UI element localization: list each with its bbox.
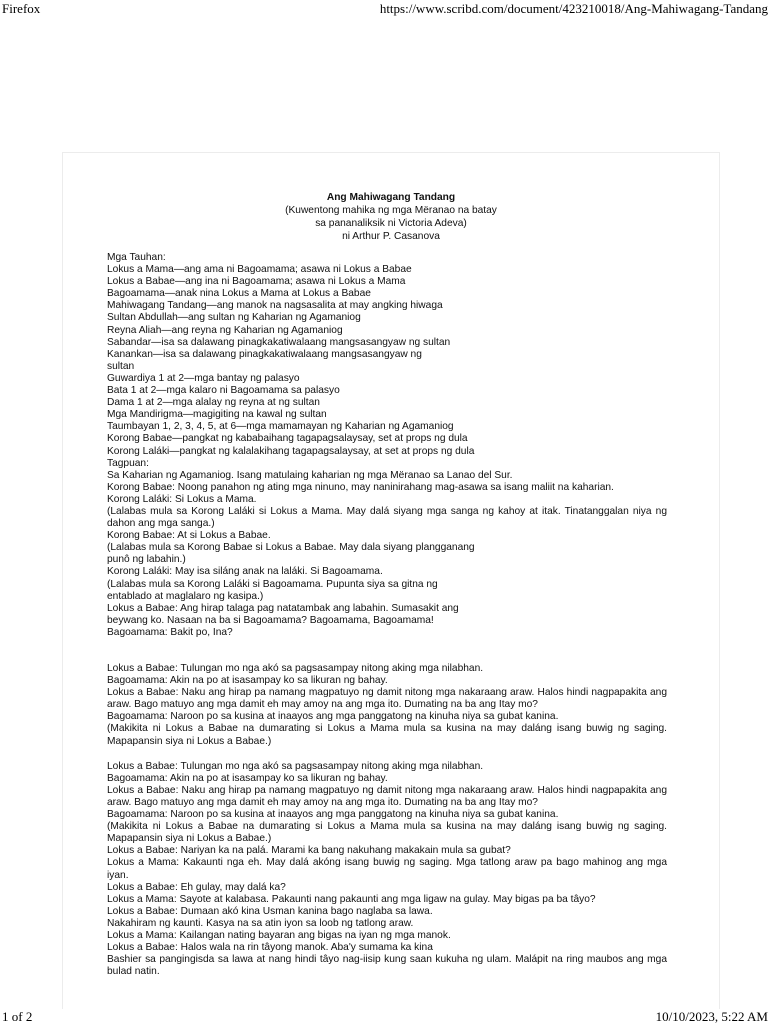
- text-line: Korong Babae—pangkat ng kababaihang tagapagsalaysay, set at props ng dula: [107, 433, 468, 445]
- text-line: Lokus a Mama: Sayote at kalabasa. Pakaunti nang pakaunti ang mga ligaw na gulay. May bigas pa ba tâyo?: [107, 893, 596, 905]
- text-line: Sa Kaharian ng Agamaniog. Isang matulaing kaharian ng mga Mëranao sa Lanao del Sur.: [107, 469, 513, 481]
- text-line: Lokus a Babae: Dumaan akó kina Usman kanina bago naglaba sa lawa.: [107, 905, 433, 917]
- page-number: 1 of 2: [2, 1009, 33, 1024]
- text-line: Bata 1 at 2—mga kalaro ni Bagoamama sa palasyo: [107, 385, 340, 397]
- text-line: Lokus a Babae: Ang hirap talaga pag natatambak ang labahin. Sumasakit ang: [107, 602, 459, 614]
- text-line: Mga Mandirigma—magigiting na kawal ng sultan: [107, 409, 327, 421]
- text-line: (Makikita ni Lokus a Babae na dumarating si Lokus a Mama mula sa kusina na may daláng isang buwig ng saging.: [107, 723, 667, 735]
- text-line: Lokus a Babae: Eh gulay, may dalá ka?: [107, 881, 286, 893]
- text-line: Lokus a Mama: Kailangan nating bayaran ang bigas na iyan ng mga manok.: [107, 929, 451, 941]
- text-line: Bagoamama—anak nina Lokus a Mama at Lokus a Babae: [107, 288, 371, 300]
- text-line: Lokus a Babae: Naku ang hirap pa namang magpatuyo ng damit nitong mga nakaraang araw. Halos hindi nagpapakita ang: [107, 784, 667, 796]
- author-line: ni Arthur P. Casanova: [342, 231, 440, 242]
- text-line: entablado at maglalaro ng kasipa.): [107, 590, 264, 602]
- text-line: Nakahiram ng kaunti. Kasya na sa atin iyon sa loob ng tatlong araw.: [107, 917, 414, 929]
- text-line: Lokus a Mama—ang ama ni Bagoamama; asawa ni Lokus a Babae: [107, 264, 412, 276]
- document-title-block: [63, 191, 719, 243]
- text-line: Lokus a Babae—ang ina ni Bagoamama; asawa ni Lokus a Mama: [107, 276, 406, 288]
- text-line: Mapapansin siya ni Lokus a Babae.): [107, 735, 272, 747]
- text-line: Reyna Aliah—ang reyna ng Kaharian ng Agamaniog: [107, 324, 343, 336]
- text-line: Lokus a Babae: Halos wala na rin tâyong manok. Aba'y sumama ka kina: [107, 942, 433, 954]
- text-line: Korong Babae: At si Lokus a Babae.: [107, 530, 271, 542]
- text-line: Bagoamama: Akin na po at isasampay ko sa likuran ng bahay.: [107, 675, 388, 687]
- text-line: Mahiwagang Tandang—ang manok na nagsasalita at may angking hiwaga: [107, 300, 443, 312]
- text-line: (Lalabas mula sa Korong Laláki si Bagoamama. Pupunta siya sa gitna ng: [107, 578, 438, 590]
- paragraph-gap: [107, 639, 667, 663]
- text-line: araw. Bago matuyo ang mga damit eh may amoy na ang mga ito. Dumating na ba ang Itay mo?: [107, 699, 538, 711]
- text-line: iyan.: [107, 869, 129, 881]
- text-line: Bashier sa pangingisda sa lawa at nang hindi tâyo nag-iisip kung saan kukuha ng ulam. Malápit na ring maubos ang mga: [107, 954, 667, 966]
- text-line: dahon ang mga sanga.): [107, 518, 215, 530]
- text-line: (Makikita ni Lokus a Babae na dumarating si Lokus a Mama mula sa kusina na may daláng isang buwig ng saging.: [107, 821, 667, 833]
- page-url: https://www.scribd.com/document/423210018/Ang-Mahiwagang-Tandang: [379, 1, 768, 16]
- text-line: Tagpuan:: [107, 457, 149, 469]
- text-line: (Lalabas mula sa Korong Laláki si Lokus a Mama. May dalá siyang mga sanga ng kahoy at itak. Tinatanggalan niya ng: [107, 505, 667, 517]
- print-datetime: 10/10/2023, 5:22 AM: [655, 1009, 768, 1024]
- text-line: Lokus a Mama: Kakaunti nga eh. May dalá akóng isang buwig ng saging. Mga tatlong araw pa bago mahinog ang mga: [107, 857, 667, 869]
- text-line: Lokus a Babae: Nariyan ka na palá. Marami ka bang nakuhang makakain mula sa gubat?: [107, 845, 511, 857]
- text-line: bulad natin.: [107, 966, 160, 978]
- text-line: Kanankan—isa sa dalawang pinagkakatiwalaang mangsasangyaw ng: [107, 348, 422, 360]
- text-line: Sabandar—isa sa dalawang pinagkakatiwalaang mangsasangyaw ng sultan: [107, 336, 451, 348]
- text-line: punô ng labahin.): [107, 554, 186, 566]
- text-line: Bagoamama: Bakit po, Ina?: [107, 626, 233, 638]
- subtitle-line: sa pananaliksik ni Victoria Adeva): [315, 218, 467, 229]
- text-line: Korong Laláki: May isa siláng anak na laláki. Si Bagoamama.: [107, 566, 383, 578]
- text-line: Bagoamama: Naroon po sa kusina at inaayos ang mga panggatong na kinuha niya sa gubat kanina.: [107, 809, 559, 821]
- browser-name: Firefox: [2, 1, 41, 16]
- text-line: Bagoamama: Akin na po at isasampay ko sa likuran ng bahay.: [107, 772, 388, 784]
- text-line: (Lalabas mula sa Korong Babae si Lokus a Babae. May dala siyang plangganang: [107, 542, 475, 554]
- text-line: Dama 1 at 2—mga alalay ng reyna at ng sultan: [107, 397, 320, 409]
- text-line: Lokus a Babae: Tulungan mo nga akó sa pagsasampay nitong aking mga nilabhan.: [107, 663, 484, 674]
- document-body: [107, 252, 667, 978]
- section-dialogue-1: [107, 663, 667, 748]
- subtitle-line: (Kuwentong mahika ng mga Mëranao na batay: [285, 205, 497, 216]
- text-line: araw. Bago matuyo ang mga damit eh may amoy na ang mga ito. Dumating na ba ang Itay mo?: [107, 796, 538, 808]
- text-line: Mga Tauhan:: [107, 252, 166, 263]
- text-line: Korong Babae: Noong panahon ng ating mga ninuno, may naninirahang mag-asawa sa isang maliit na kaharian.: [107, 481, 614, 493]
- text-line: Lokus a Babae: Naku ang hirap pa namang magpatuyo ng damit nitong mga nakaraang araw. Halos hindi nagpapakita ang: [107, 687, 667, 699]
- text-line: sultan: [107, 360, 135, 372]
- document-title: Ang Mahiwagang Tandang: [326, 192, 456, 203]
- text-line: Taumbayan 1, 2, 3, 4, 5, at 6—mga mamamayan ng Kaharian ng Agamaniog: [107, 421, 454, 433]
- text-line: Lokus a Babae: Tulungan mo nga akó sa pagsasampay nitong aking mga nilabhan.: [107, 760, 484, 772]
- section-dialogue-2: [107, 761, 667, 979]
- document-page: [62, 152, 720, 1009]
- text-line: Guwardiya 1 at 2—mga bantay ng palasyo: [107, 372, 300, 384]
- text-line: Korong Laláki: Si Lokus a Mama.: [107, 493, 257, 505]
- text-line: Sultan Abdullah—ang sultan ng Kaharian ng Agamaniog: [107, 312, 361, 324]
- text-line: Mapapansin siya ni Lokus a Babae.): [107, 833, 272, 845]
- text-line: Korong Laláki—pangkat ng kalalakihang tagapagsalaysay, at set at props ng dula: [107, 445, 475, 457]
- paragraph-gap: [107, 748, 667, 761]
- print-footer: [0, 1008, 768, 1028]
- text-line: Bagoamama: Naroon po sa kusina at inaayos ang mga panggatong na kinuha niya sa gubat kanina.: [107, 711, 559, 723]
- text-line: beywang ko. Nasaan na ba si Bagoamama? Bagoamama, Bagoamama!: [107, 614, 434, 626]
- section-characters: [107, 252, 667, 639]
- print-header: [0, 0, 768, 20]
